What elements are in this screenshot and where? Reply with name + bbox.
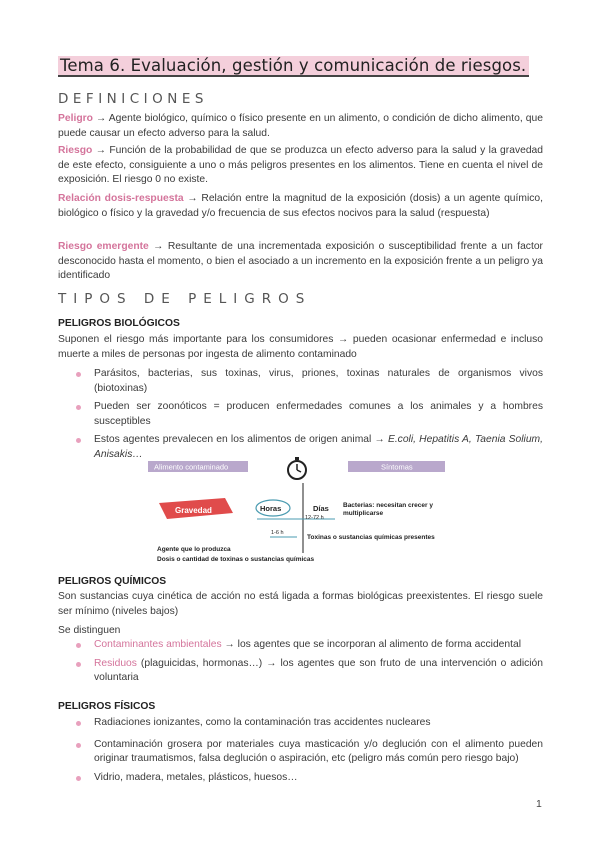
- list-item: Estos agentes prevalecen en los alimentos de origen animal → E.coli, Hepatitis A, Taenia Solium, Anisakis…: [58, 433, 543, 462]
- definition-text: → Función de la probabilidad de que se produzca un efecto adverso para la salud y la gravedad de este efecto, consiguiente a uno o más peligros presentes en los alimentos. Tiene en cuenta el nivel de exposición. El riesgo 0 no existe.: [58, 145, 543, 186]
- bullet-icon: [76, 438, 81, 443]
- dosis-label: Dosis o cantidad de toxinas o sustancias químicas: [157, 556, 315, 563]
- gravedad-label: Gravedad: [175, 506, 212, 515]
- list-item: Pueden ser zoonóticos = producen enfermedades comunes a los animales y a hombres susceptibles: [58, 400, 543, 429]
- list-item: Residuos (plaguicidas, hormonas…) → los agentes que son fruto de una intervención o adición voluntaria: [58, 657, 543, 686]
- quimicos-list: [58, 638, 543, 690]
- definition-dosis-respuesta: [58, 192, 543, 221]
- term-peligro: Peligro: [58, 113, 93, 124]
- term-riesgo-emergente: Riesgo emergente: [58, 241, 149, 252]
- toxinas-label: Toxinas o sustancias químicas presentes: [307, 534, 435, 541]
- quimicos-intro: Son sustancias cuya cinética de acción no está ligada a formas biológicas preexistentes. El riesgo suele ser mínimo (niveles bajos): [58, 591, 543, 617]
- page-number: 1: [536, 798, 542, 810]
- agentes-examples: E.coli, Hepatitis A, Taenia Solium, Anisakis…: [94, 434, 543, 460]
- alimento-label: Alimento contaminado: [154, 462, 229, 472]
- fisicos-heading: PELIGROS FÍSICOS: [58, 701, 156, 712]
- title-text: Tema 6. Evaluación, gestión y comunicación de riesgos.: [58, 56, 529, 77]
- definition-text: → Agente biológico, químico o físico presente en un alimento, o condición de dicho alimento, que puede causar un efecto adverso para la salud.: [58, 113, 543, 139]
- term-riesgo: Riesgo: [58, 145, 93, 156]
- list-item: Contaminación grosera por materiales cuya masticación y/o deglución con el alimento pueden originar traumatismos, falsa deglución o aspiración, etc (peligro más común pero riesgo bajo): [58, 738, 543, 767]
- bullet-icon: [76, 372, 81, 377]
- dias-label: Días: [313, 504, 329, 513]
- bullet-icon: [76, 662, 81, 667]
- tipos-heading: TIPOS DE PELIGROS: [58, 291, 312, 307]
- range1-label: 12-72 h: [305, 515, 324, 521]
- fisicos-list: [58, 716, 543, 789]
- definitions-heading: DEFINICIONES: [58, 91, 208, 107]
- list-item: Radiaciones ionizantes, como la contaminación tras accidentes nucleares: [58, 716, 543, 731]
- bullet-icon: [76, 743, 81, 748]
- term-dosis-respuesta: Relación dosis-respuesta: [58, 193, 184, 204]
- bullet-icon: [76, 721, 81, 726]
- biologicos-list: [58, 367, 543, 467]
- bullet-icon: [76, 776, 81, 781]
- range2-label: 1-6 h: [271, 530, 284, 536]
- quimicos-heading: PELIGROS QUÍMICOS: [58, 576, 167, 587]
- definition-riesgo: [58, 144, 543, 188]
- agente-label: Agente que lo produzca: [157, 546, 231, 553]
- se-distinguen: Se distinguen: [58, 625, 121, 636]
- bullet-icon: [76, 405, 81, 410]
- foodborne-illness-diagram: [145, 453, 445, 570]
- list-item: Contaminantes ambientales → los agentes que se incorporan al alimento de forma accidental: [58, 638, 543, 653]
- page-title: [58, 56, 529, 75]
- biologicos-heading: PELIGROS BIOLÓGICOS: [58, 318, 180, 329]
- definition-text: → Relación entre la magnitud de la exposición (dosis) a un agente químico, biológico o físico y la gravedad y/o frecuencia de sus efectos nocivos para la salud (respuesta): [58, 193, 543, 219]
- sintomas-label: Síntomas: [381, 462, 413, 472]
- list-item: Parásitos, bacterias, sus toxinas, virus, priones, toxinas naturales de organismos vivos (biotoxinas): [58, 367, 543, 396]
- definition-peligro: [58, 112, 543, 141]
- bacterias-label: Bacterias: necesitan crecer y multiplicarse: [343, 502, 433, 517]
- horas-label: Horas: [260, 504, 282, 513]
- biologicos-intro: Suponen el riesgo más importante para los consumidores → pueden ocasionar enfermedad e incluso muerte a miles de personas por ingesta de alimento contaminado: [58, 334, 543, 360]
- stopwatch-icon: [288, 457, 306, 479]
- bullet-icon: [76, 643, 81, 648]
- definition-text: → Resultante de una incrementada exposición o susceptibilidad frente a un factor desconocido hasta el momento, o bien el asociado a un incremento en la exposición frente a un peligro ya identificado: [58, 241, 543, 282]
- list-item: Vidrio, madera, metales, plásticos, huesos…: [58, 771, 543, 786]
- definition-riesgo-emergente: [58, 240, 543, 284]
